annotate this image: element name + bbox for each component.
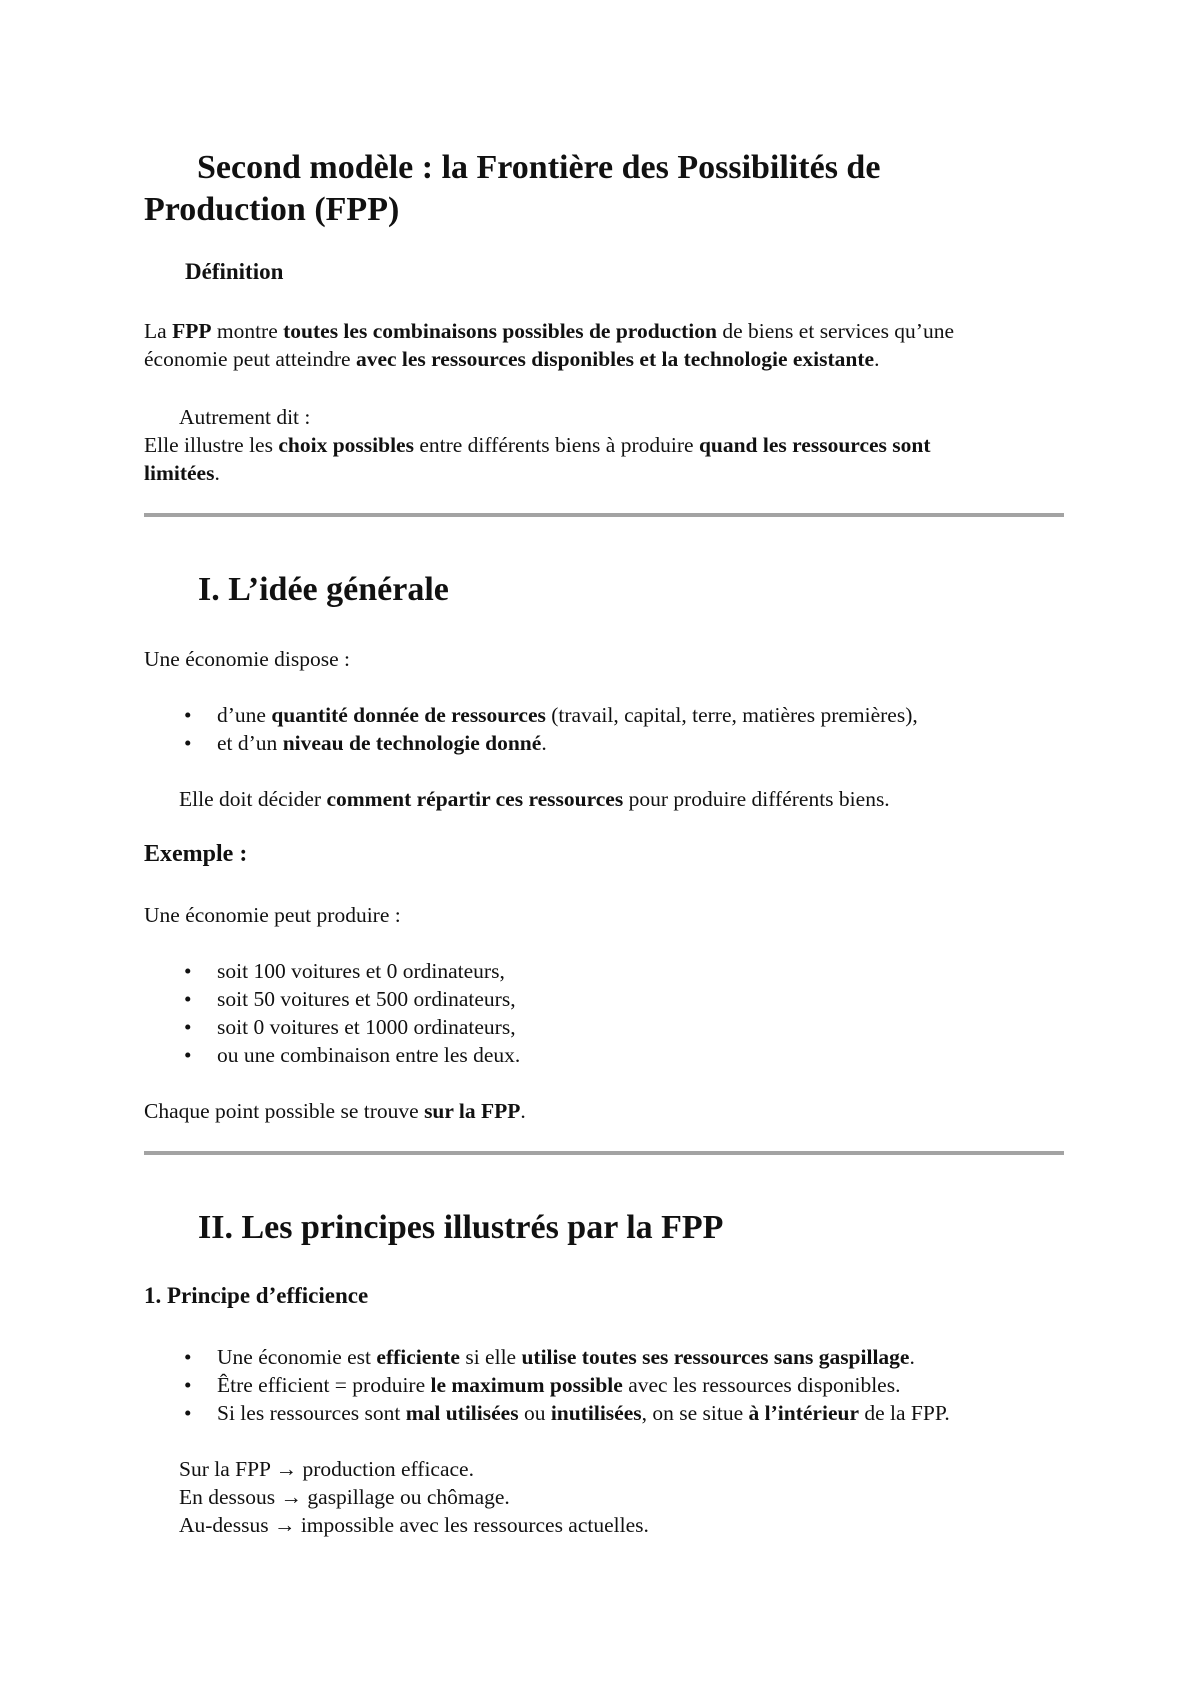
list-item: • soit 0 voitures et 1000 ordinateurs, (184, 1015, 516, 1039)
definition-paragraph-2-line-2: limitées. (144, 461, 220, 485)
bullet-icon: • (184, 1043, 192, 1067)
definition-paragraph-line-1: La FPP montre toutes les combinaisons possibles de production de biens et services qu’une (144, 319, 955, 343)
fpp-position-line-1: Sur la FPP → production efficace. (179, 1457, 474, 1481)
resources-bullet-list (177, 701, 918, 757)
example-bullet-list (177, 957, 520, 1069)
decide-paragraph: Elle doit décider comment répartir ces ressources pour produire différents biens. (179, 787, 890, 811)
bullet-icon: • (184, 731, 192, 755)
bullet-icon: • (184, 1015, 192, 1039)
bullet-icon: • (184, 1401, 192, 1425)
list-item: • soit 100 voitures et 0 ordinateurs, (184, 959, 505, 983)
fpp-position-line-3: Au-dessus → impossible avec les ressources actuelles. (179, 1513, 649, 1537)
bullet-icon: • (184, 959, 192, 983)
horizontal-rule-1 (144, 513, 1064, 517)
autrement-dit-label: Autrement dit : (179, 405, 311, 429)
list-item: • d’une quantité donnée de ressources (travail, capital, terre, matières premières), (184, 703, 918, 727)
list-item: • et d’un niveau de technologie donné. (184, 731, 547, 755)
bullet-icon: • (184, 1345, 192, 1369)
example-intro: Une économie peut produire : (144, 903, 401, 927)
definition-paragraph-2-line-1: Elle illustre les choix possibles entre différents biens à produire quand les ressources sont (144, 433, 931, 457)
definition-paragraph-line-2: économie peut atteindre avec les ressources disponibles et la technologie existante. (144, 347, 880, 371)
fpp-position-line-2: En dessous → gaspillage ou chômage. (179, 1485, 510, 1509)
efficiency-bullet-list (177, 1343, 950, 1427)
list-item: • ou une combinaison entre les deux. (184, 1043, 521, 1067)
page-title-line-1: Second modèle : la Frontière des Possibilités de (197, 149, 881, 186)
list-item: • soit 50 voitures et 500 ordinateurs, (184, 987, 516, 1011)
section-1-intro: Une économie dispose : (144, 647, 350, 671)
list-item: • Être efficient = produire le maximum possible avec les ressources disponibles. (184, 1373, 901, 1397)
example-heading: Exemple : (144, 841, 248, 867)
bullet-icon: • (184, 1373, 192, 1397)
page-title-line-2: Production (FPP) (144, 191, 400, 228)
efficiency-subheading: 1. Principe d’efficience (144, 1283, 369, 1308)
section-1-heading: I. L’idée générale (198, 571, 449, 608)
list-item: • Une économie est efficiente si elle utilise toutes ses ressources sans gaspillage. (184, 1345, 915, 1369)
list-item: • Si les ressources sont mal utilisées ou inutilisées, on se situe à l’intérieur de la FPP. (184, 1401, 950, 1425)
horizontal-rule-2 (144, 1151, 1064, 1155)
section-2-heading: II. Les principes illustrés par la FPP (198, 1209, 724, 1246)
bullet-icon: • (184, 987, 192, 1011)
bullet-icon: • (184, 703, 192, 727)
section-1-conclusion: Chaque point possible se trouve sur la FPP. (144, 1099, 526, 1123)
definition-heading: Définition (185, 259, 284, 284)
